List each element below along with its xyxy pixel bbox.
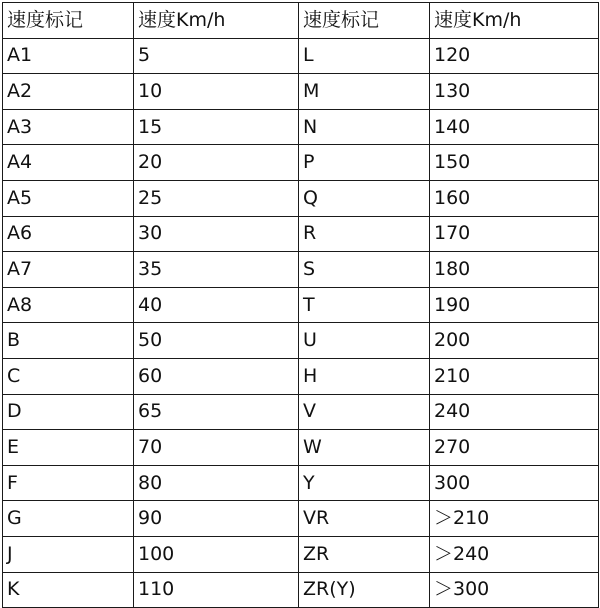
speed-symbol-cell: L <box>299 38 430 74</box>
speed-symbol-cell: H <box>299 358 430 394</box>
speed-symbol-cell: V <box>299 394 430 430</box>
speed-symbol-cell: W <box>299 430 430 466</box>
speed-value-cell: 5 <box>134 38 299 74</box>
speed-value-cell: ＞210 <box>430 501 599 537</box>
speed-value-cell: 120 <box>430 38 599 74</box>
header-speed-kmh: 速度Km/h <box>134 3 299 39</box>
speed-symbol-cell: N <box>299 109 430 145</box>
table-row <box>3 572 599 608</box>
speed-symbol-cell: C <box>3 358 134 394</box>
speed-symbol-cell: G <box>3 501 134 537</box>
speed-symbol-cell: U <box>299 323 430 359</box>
speed-symbol-cell: S <box>299 252 430 288</box>
speed-value-cell: 210 <box>430 358 599 394</box>
speed-symbol-cell: ZR(Y) <box>299 572 430 608</box>
table-header-row <box>3 3 599 39</box>
speed-symbol-cell: T <box>299 287 430 323</box>
speed-value-cell: 65 <box>134 394 299 430</box>
table-row <box>3 394 599 430</box>
speed-value-cell: 90 <box>134 501 299 537</box>
speed-symbol-cell: ZR <box>299 536 430 572</box>
table-row <box>3 109 599 145</box>
speed-symbol-cell: D <box>3 394 134 430</box>
speed-value-cell: 110 <box>134 572 299 608</box>
speed-symbol-cell: Q <box>299 180 430 216</box>
speed-value-cell: 30 <box>134 216 299 252</box>
speed-value-cell: 35 <box>134 252 299 288</box>
table-row <box>3 180 599 216</box>
speed-symbol-cell: P <box>299 145 430 181</box>
speed-value-cell: 240 <box>430 394 599 430</box>
table-row <box>3 536 599 572</box>
speed-value-cell: 10 <box>134 74 299 110</box>
table-row <box>3 252 599 288</box>
speed-symbol-cell: F <box>3 465 134 501</box>
header-speed-symbol: 速度标记 <box>3 3 134 39</box>
speed-value-cell: 200 <box>430 323 599 359</box>
header-speed-symbol: 速度标记 <box>299 3 430 39</box>
speed-symbol-cell: K <box>3 572 134 608</box>
table-row <box>3 323 599 359</box>
table-row <box>3 216 599 252</box>
speed-value-cell: 140 <box>430 109 599 145</box>
table-row <box>3 358 599 394</box>
speed-symbol-cell: A2 <box>3 74 134 110</box>
table-row <box>3 465 599 501</box>
speed-value-cell: 50 <box>134 323 299 359</box>
speed-symbol-cell: A3 <box>3 109 134 145</box>
speed-value-cell: 15 <box>134 109 299 145</box>
speed-symbol-cell: A4 <box>3 145 134 181</box>
speed-symbol-cell: M <box>299 74 430 110</box>
speed-value-cell: 130 <box>430 74 599 110</box>
speed-value-cell: 70 <box>134 430 299 466</box>
table-row <box>3 287 599 323</box>
speed-symbol-cell: E <box>3 430 134 466</box>
speed-value-cell: 190 <box>430 287 599 323</box>
table-row <box>3 38 599 74</box>
speed-symbol-cell: J <box>3 536 134 572</box>
table-body <box>3 3 599 608</box>
speed-value-cell: ＞300 <box>430 572 599 608</box>
speed-symbol-cell: A6 <box>3 216 134 252</box>
speed-symbol-cell: A7 <box>3 252 134 288</box>
speed-value-cell: 160 <box>430 180 599 216</box>
speed-symbol-cell: A5 <box>3 180 134 216</box>
speed-value-cell: 270 <box>430 430 599 466</box>
speed-value-cell: 40 <box>134 287 299 323</box>
table-row <box>3 145 599 181</box>
speed-value-cell: 300 <box>430 465 599 501</box>
speed-symbol-table <box>2 2 599 608</box>
speed-value-cell: ＞240 <box>430 536 599 572</box>
speed-value-cell: 170 <box>430 216 599 252</box>
speed-value-cell: 150 <box>430 145 599 181</box>
table-row <box>3 501 599 537</box>
speed-value-cell: 100 <box>134 536 299 572</box>
speed-symbol-cell: A8 <box>3 287 134 323</box>
speed-symbol-cell: Y <box>299 465 430 501</box>
speed-symbol-cell: B <box>3 323 134 359</box>
speed-value-cell: 20 <box>134 145 299 181</box>
speed-value-cell: 25 <box>134 180 299 216</box>
speed-value-cell: 80 <box>134 465 299 501</box>
table-row <box>3 74 599 110</box>
speed-value-cell: 60 <box>134 358 299 394</box>
table-row <box>3 430 599 466</box>
header-speed-kmh: 速度Km/h <box>430 3 599 39</box>
speed-value-cell: 180 <box>430 252 599 288</box>
speed-symbol-cell: R <box>299 216 430 252</box>
speed-symbol-cell: VR <box>299 501 430 537</box>
speed-symbol-cell: A1 <box>3 38 134 74</box>
